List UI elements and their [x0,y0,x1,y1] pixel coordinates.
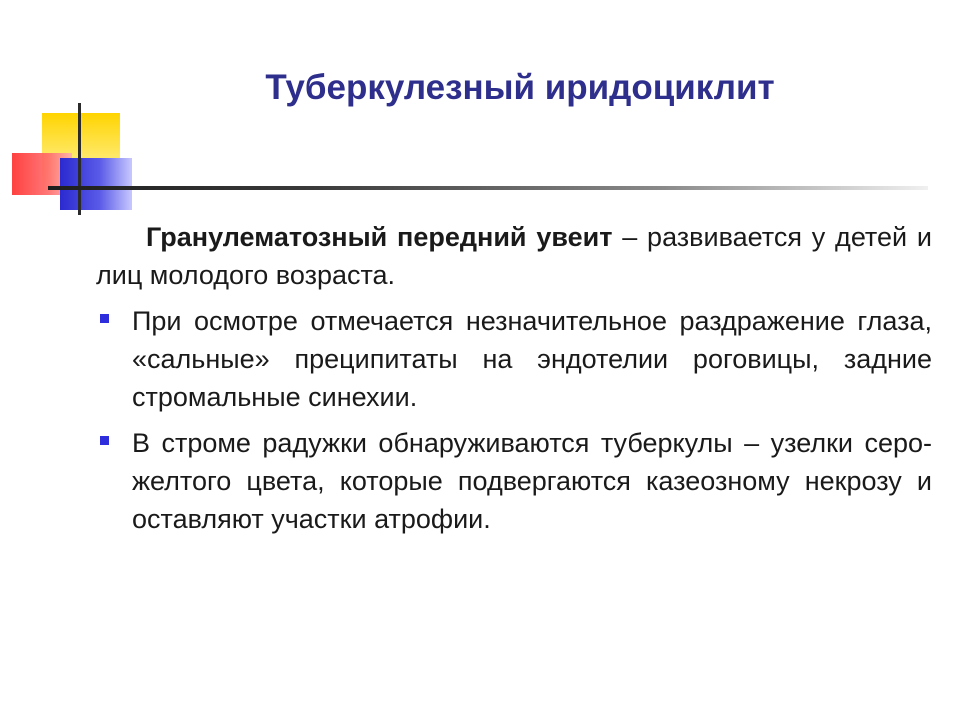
square-bullet-icon [100,314,109,323]
decorative-vertical-line [78,103,81,215]
intro-rest: – развивается у детей и лиц молодого возраста. [96,222,932,290]
bullet-list [96,302,932,538]
bullet-text: В строме радужки обнаруживаются туберкулы – узелки серо-желтого цвета, которые подвергаются казеозному некрозу и оставляют участки атрофии. [132,428,932,534]
slide-title: Туберкулезный иридоциклит [265,68,775,107]
slide-body [96,218,932,546]
bullet-item [96,302,932,416]
bullet-text: При осмотре отмечается незначительное раздражение глаза, «сальные» преципитаты на эндотелии роговицы, задние стромальные синехии. [132,306,932,412]
intro-bold-term: Гранулематозный передний увеит [146,222,613,252]
decorative-blue-square [60,158,132,210]
bullet-item [96,424,932,538]
square-bullet-icon [100,436,109,445]
intro-paragraph [96,218,932,294]
title-divider-line [48,186,928,190]
